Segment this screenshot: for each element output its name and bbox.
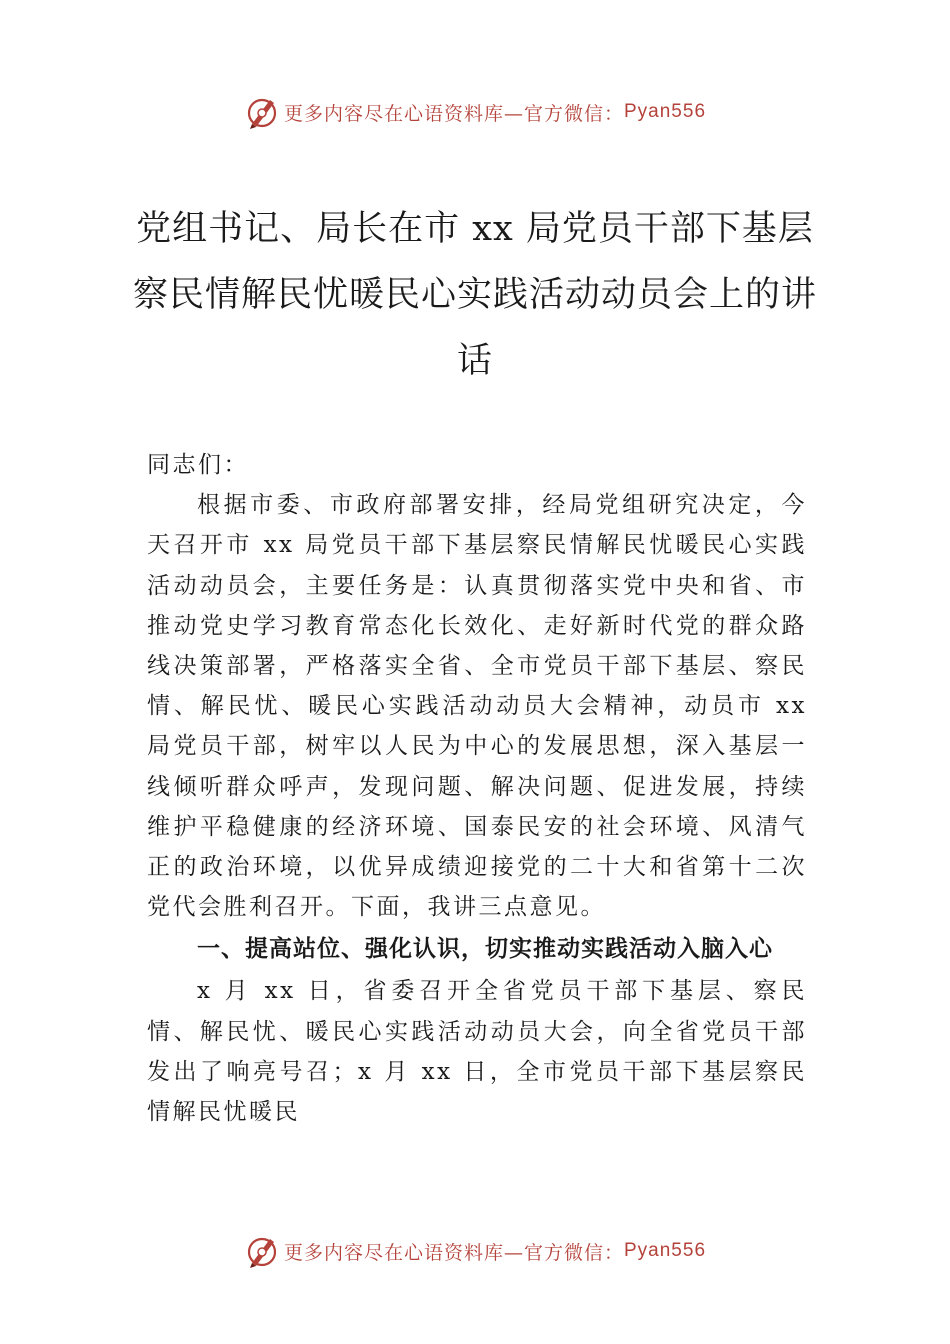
pen-logo-icon (244, 94, 280, 130)
paragraph: x 月 xx 日，省委召开全省党员干部下基层、察民情、解民忧、暖民心实践活动动员大会，向全省党员干部发出了响亮号召；x 月 xx 日，全市党员干部下基层察民情解民忧暖民 (147, 978, 807, 1126)
watermark-text: 更多内容尽在心语资料库—官方微信： (283, 102, 624, 125)
pen-logo-icon (244, 1233, 280, 1269)
watermark-contact: Pyan556 (624, 1240, 707, 1261)
watermark-text: 更多内容尽在心语资料库—官方微信： (283, 1241, 624, 1264)
section-heading: 一、提高站位、强化认识，切实推动实践活动入脑入心 (197, 936, 773, 963)
watermark-contact: Pyan556 (624, 101, 707, 122)
watermark-footer (0, 1233, 950, 1269)
document-title: 党组书记、局长在市 xx 局党员干部下基层察民情解民忧暖民心实践活动动员会上的讲话 (132, 209, 817, 381)
paragraph: 根据市委、市政府部署安排，经局党组研究决定，今天召开市 xx 局党员干部下基层察民情解民忧暖民心实践活动动员会，主要任务是：认真贯彻落实党中央和省、市推动党史学习教育常态化长效化、走好新时代党的群众路线决策部署，严格落实全省、全市党员干部下基层、察民情、解民忧、暖民心实践活动动员大会精神，动员市 xx 局党员干部，树牢以人民为中心的发展思想，深入基层一线倾听群众呼声，发现问题、解决问题、促进发展，持续维护平稳健康的经济环境、国泰民安的社会环境、风清气正的政治环境，以优异成绩迎接党的二十大和省第十二次党代会胜利召开。下面，我讲三点意见。 (147, 492, 807, 921)
watermark-header (0, 94, 950, 130)
document-body (147, 445, 807, 1132)
salutation: 同志们： (147, 452, 249, 478)
